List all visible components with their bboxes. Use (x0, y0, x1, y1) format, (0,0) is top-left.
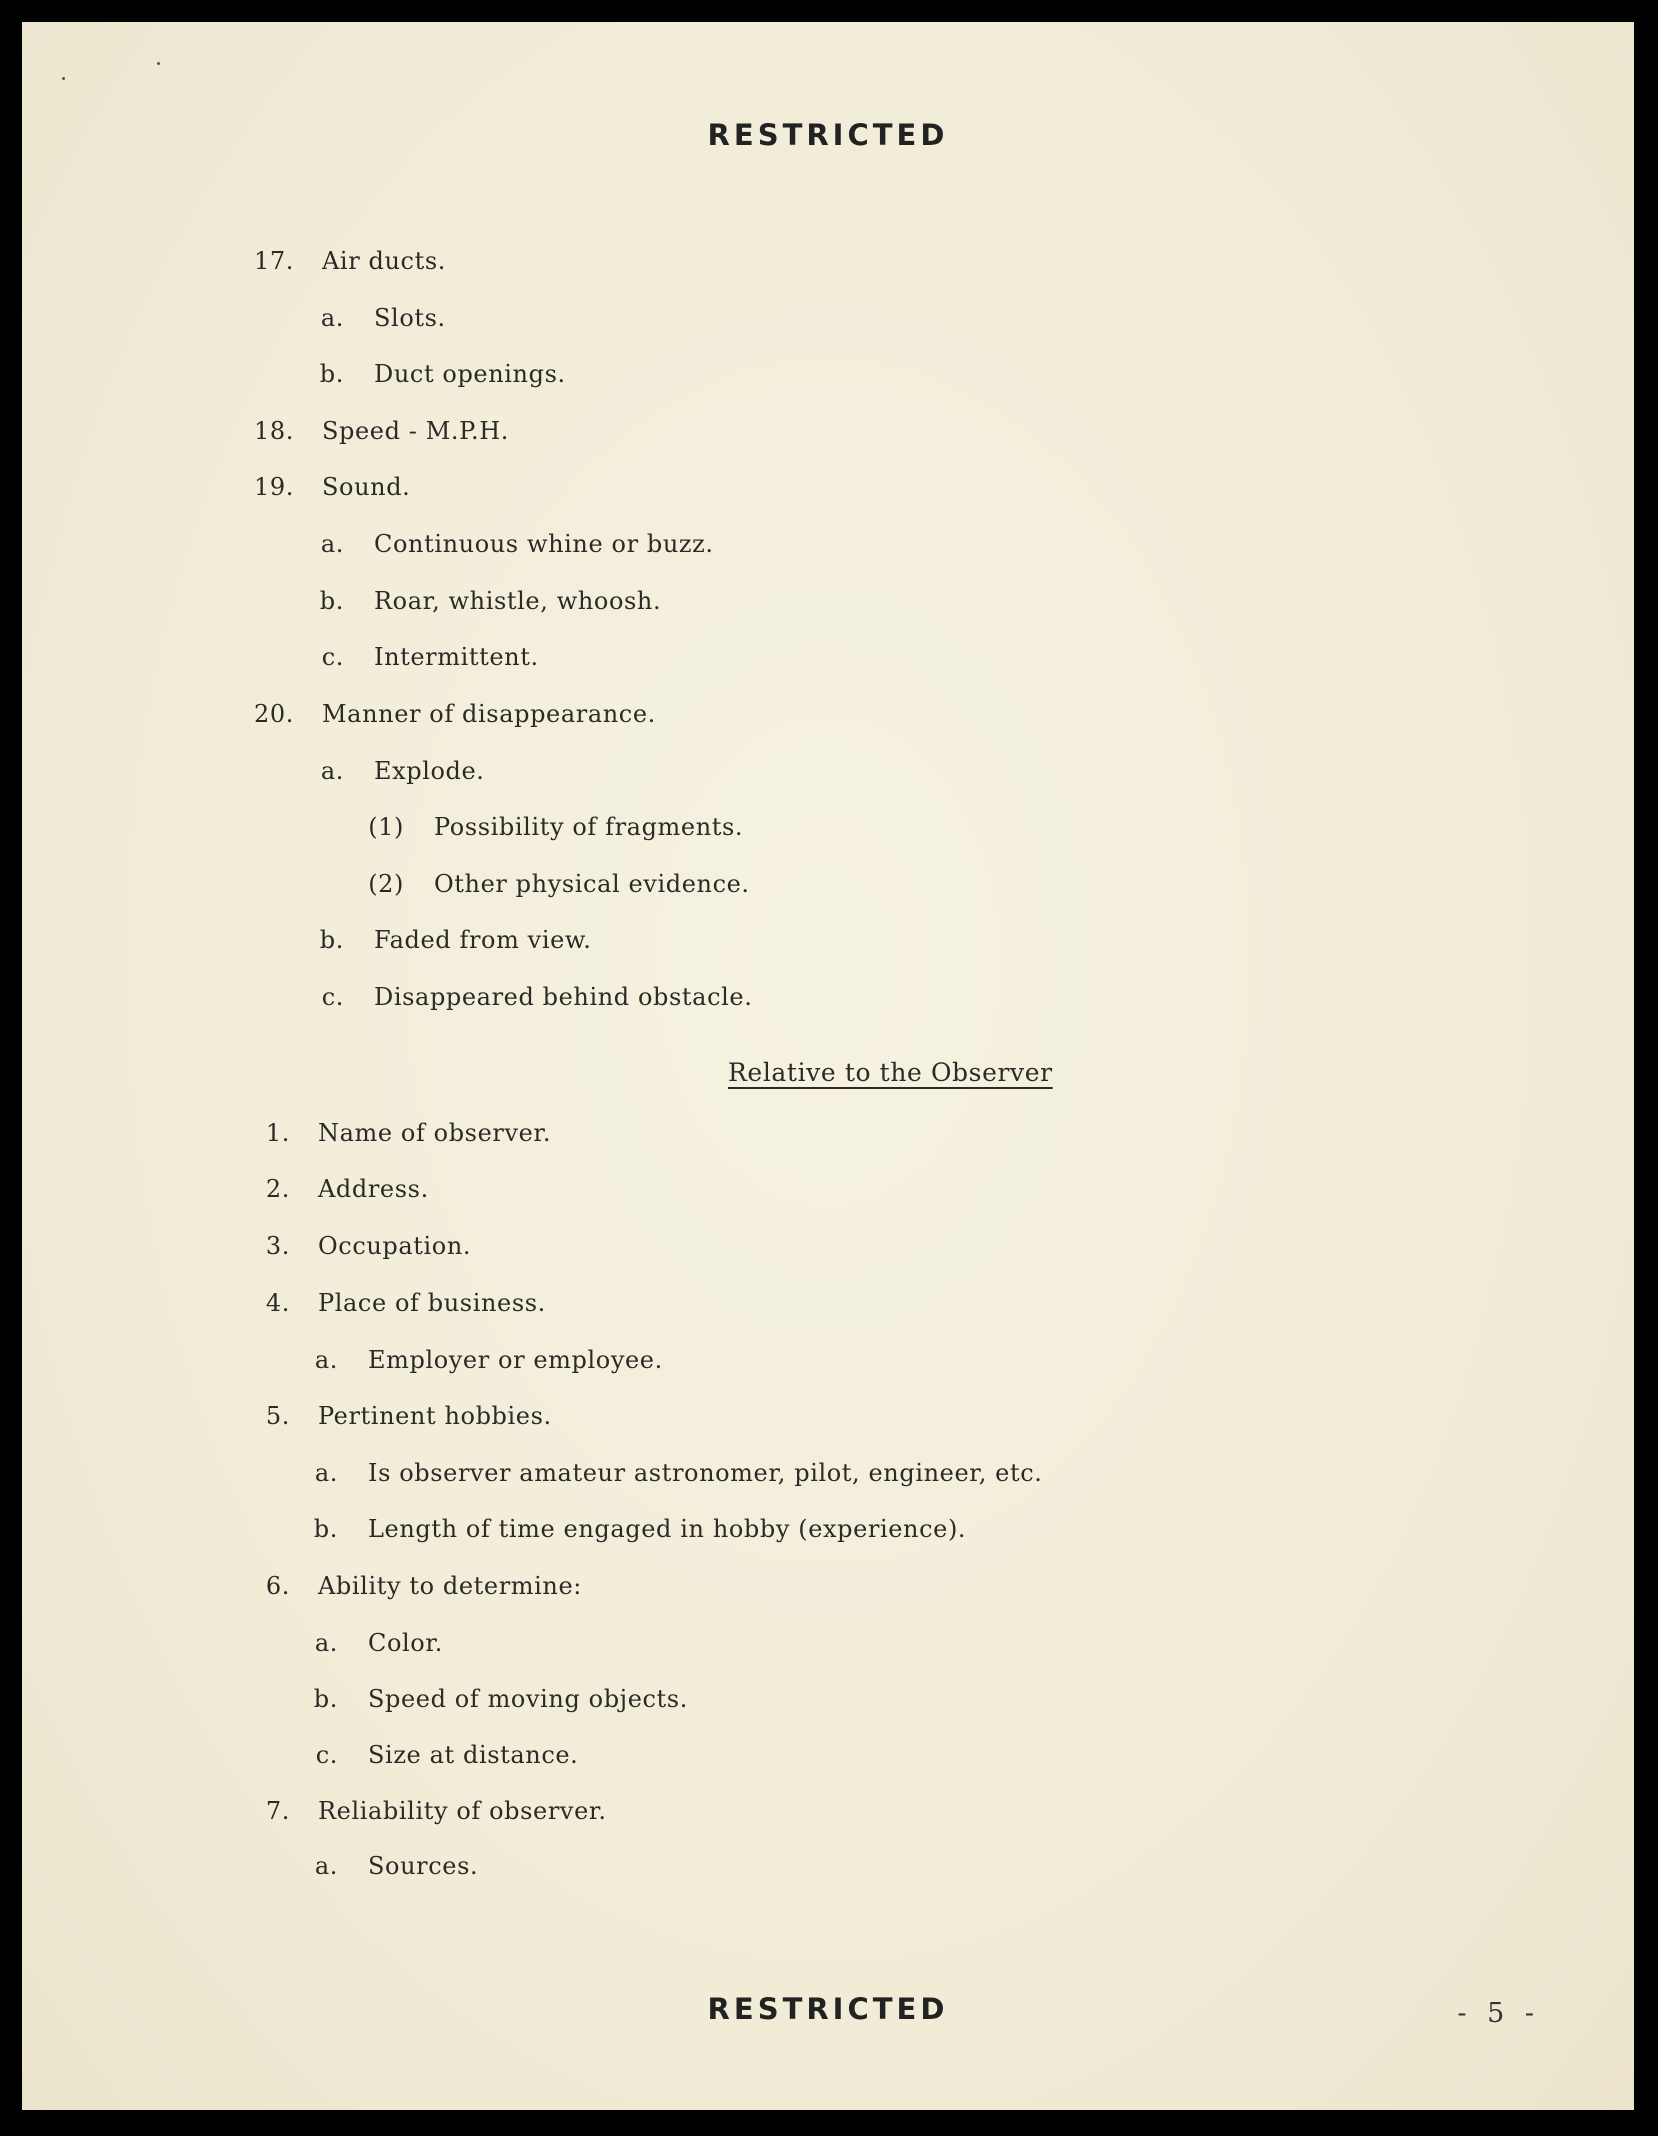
list-item-marker: (2) (368, 870, 404, 898)
list-item-text: Length of time engaged in hobby (experience). (368, 1515, 967, 1543)
list-item-marker: a. (314, 1459, 338, 1487)
list-item-text: Intermittent. (374, 643, 539, 671)
list-item-marker: 1. (265, 1119, 290, 1147)
list-item-text: Speed - M.P.H. (322, 417, 510, 445)
list-item-text: Pertinent hobbies. (318, 1402, 552, 1430)
list-item-marker: 20. (254, 700, 294, 728)
list-item-marker: a. (320, 304, 344, 332)
paper-speck (62, 77, 65, 80)
list-item-marker: a. (314, 1852, 338, 1880)
list-item-marker: 17. (254, 247, 294, 275)
section-heading: Relative to the Observer (728, 1058, 1053, 1087)
paper-speck (157, 62, 160, 65)
list-item-marker: b. (313, 1685, 338, 1713)
page-number: - 5 - (1457, 1998, 1540, 2029)
list-item-marker: c. (315, 1741, 338, 1769)
list-item-text: Possibility of fragments. (434, 813, 744, 841)
list-item-marker: a. (320, 757, 344, 785)
list-item-marker: b. (319, 360, 344, 388)
list-item-text: Is observer amateur astronomer, pilot, engineer, etc. (368, 1459, 1043, 1487)
list-item-marker: b. (319, 587, 344, 615)
list-item-marker: b. (319, 926, 344, 954)
footer-restricted-stamp: RESTRICTED (707, 1992, 949, 2026)
list-item-text: Faded from view. (374, 926, 592, 954)
list-item-text: Duct openings. (374, 360, 566, 388)
list-item-text: Slots. (374, 304, 446, 332)
list-item-text: Manner of disappearance. (322, 700, 656, 728)
list-item-text: Roar, whistle, whoosh. (374, 587, 662, 615)
list-item-text: Place of business. (318, 1289, 546, 1317)
list-item-text: Name of observer. (318, 1119, 552, 1147)
document-page (22, 22, 1634, 2110)
list-item-marker: 4. (265, 1289, 290, 1317)
header-restricted-stamp: RESTRICTED (707, 118, 949, 152)
list-item-text: Ability to determine: (318, 1572, 582, 1600)
list-item-marker: 6. (265, 1572, 290, 1600)
list-item-text: Other physical evidence. (434, 870, 750, 898)
list-item-marker: 2. (265, 1175, 290, 1203)
list-item-marker: 5. (265, 1402, 290, 1430)
list-item-text: Disappeared behind obstacle. (374, 983, 753, 1011)
list-item-marker: 19. (254, 473, 294, 501)
list-item-marker: c. (321, 643, 344, 671)
list-item-text: Explode. (374, 757, 485, 785)
list-item-marker: c. (321, 983, 344, 1011)
list-item-text: Reliability of observer. (318, 1797, 607, 1825)
list-item-text: Sources. (368, 1852, 479, 1880)
list-item-text: Address. (318, 1175, 429, 1203)
list-item-marker: (1) (368, 813, 404, 841)
list-item-marker: 7. (265, 1797, 290, 1825)
list-item-marker: 3. (265, 1232, 290, 1260)
list-item-marker: a. (320, 530, 344, 558)
list-item-text: Employer or employee. (368, 1346, 663, 1374)
list-item-text: Speed of moving objects. (368, 1685, 688, 1713)
list-item-text: Continuous whine or buzz. (374, 530, 714, 558)
list-item-text: Occupation. (318, 1232, 472, 1260)
list-item-text: Size at distance. (368, 1741, 579, 1769)
list-item-text: Air ducts. (322, 247, 446, 275)
list-item-text: Color. (368, 1629, 444, 1657)
list-item-marker: a. (314, 1346, 338, 1374)
list-item-marker: b. (313, 1515, 338, 1543)
list-item-text: Sound. (322, 473, 411, 501)
list-item-marker: 18. (254, 417, 294, 445)
list-item-marker: a. (314, 1629, 338, 1657)
